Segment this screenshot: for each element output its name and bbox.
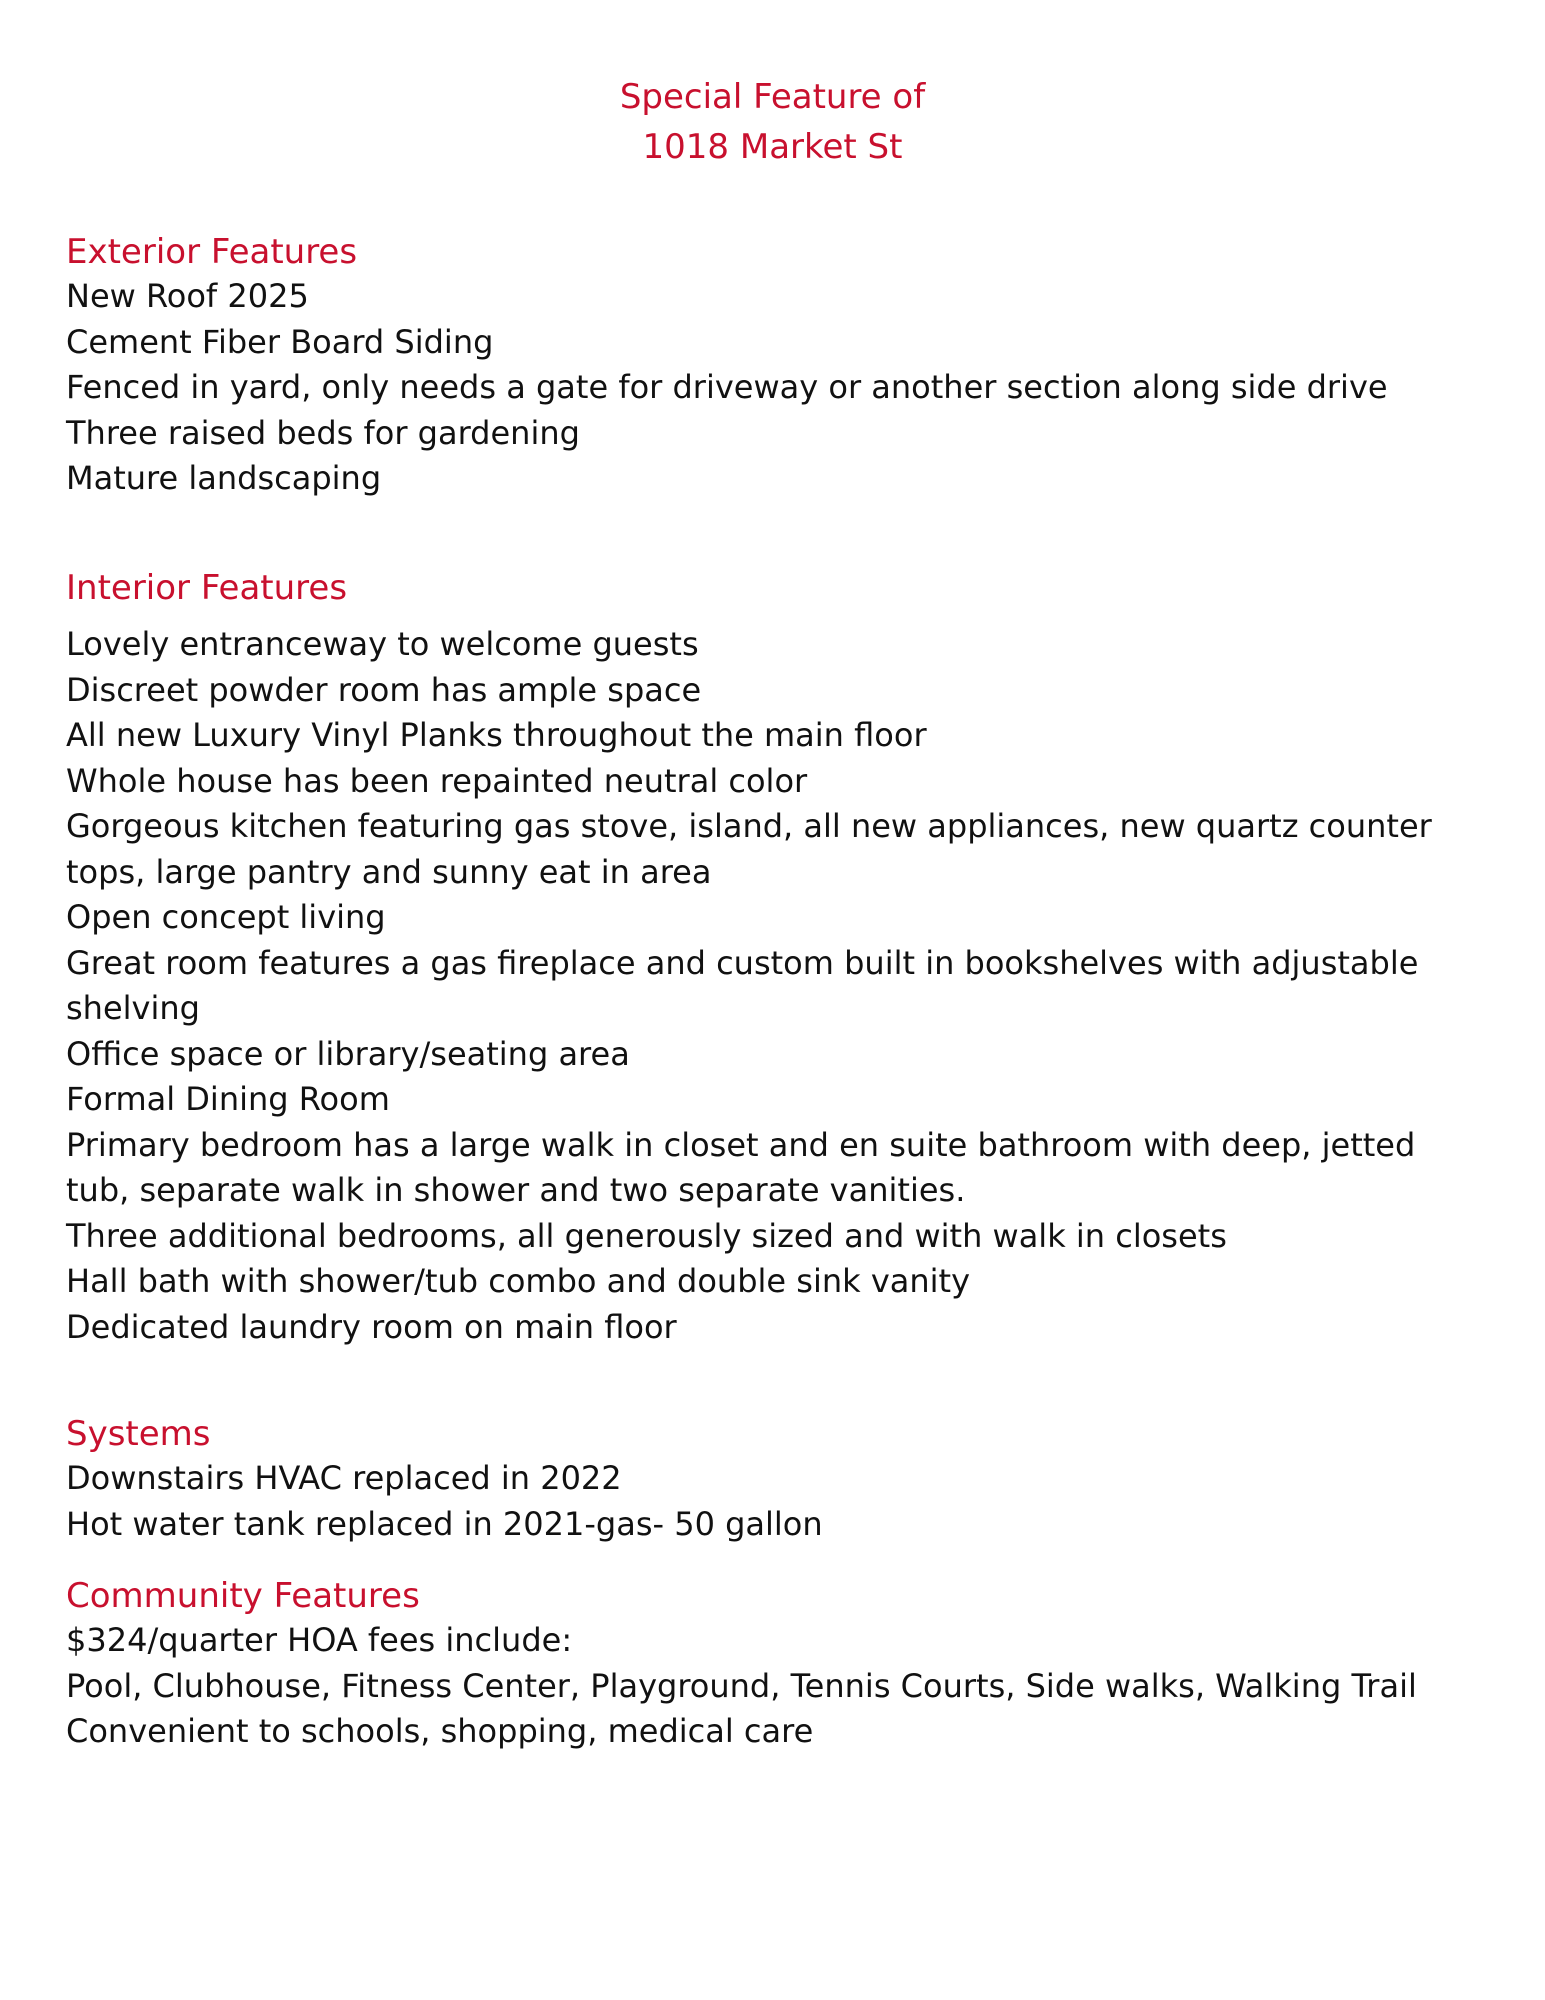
list-item: Primary bedroom has a large walk in closet and en suite bathroom with deep, jetted tub, separate walk in shower and two separate vanities. — [66, 1125, 1416, 1209]
list-item: Whole house has been repainted neutral color — [66, 761, 808, 800]
list-item: Dedicated laundry room on main floor — [66, 1307, 677, 1346]
list-item: Fenced in yard, only needs a gate for driveway or another section along side drive — [66, 368, 1388, 406]
feature-list — [66, 1618, 1486, 1755]
list-item: Discreet powder room has ample space — [66, 670, 702, 709]
list-item: Open concept living — [66, 898, 386, 936]
feature-list — [66, 622, 1486, 1350]
section-heading: Community Features — [66, 1576, 420, 1616]
list-item: Hall bath with shower/tub combo and double sink vanity — [66, 1262, 971, 1300]
list-item: Office space or library/seating area — [66, 1034, 630, 1073]
list-item: Cement Fiber Board Siding — [66, 322, 494, 361]
list-item: All new Luxury Vinyl Planks throughout the main floor — [66, 716, 927, 754]
list-item: Hot water tank replaced in 2021-gas- 50 gallon — [66, 1504, 823, 1543]
page-title — [0, 72, 1545, 172]
title-line-1: Special Feature of — [619, 77, 926, 117]
list-item: Three raised beds for gardening — [66, 413, 580, 452]
list-item: Lovely entranceway to welcome guests — [66, 625, 699, 663]
list-item: New Roof 2025 — [66, 277, 309, 315]
list-item: Great room features a gas fireplace and custom built in bookshelves with adjustable shelving — [66, 943, 1419, 1027]
list-item: Gorgeous kitchen featuring gas stove, island, all new appliances, new quartz counter tops, large pantry and sunny eat in area — [66, 807, 1432, 891]
list-item: Pool, Clubhouse, Fitness Center, Playground, Tennis Courts, Side walks, Walking Trail — [66, 1666, 1417, 1705]
feature-list — [66, 1456, 1486, 1547]
title-line-2: 1018 Market St — [642, 127, 903, 167]
list-item: $324/quarter HOA fees include: — [66, 1621, 573, 1659]
list-item: Mature landscaping — [66, 459, 382, 497]
list-item: Downstairs HVAC replaced in 2022 — [66, 1459, 622, 1497]
list-item: Three additional bedrooms, all generously sized and with walk in closets — [66, 1216, 1227, 1255]
section-heading: Interior Features — [66, 568, 348, 608]
section-exterior-features — [66, 230, 1486, 502]
section-interior-features — [66, 566, 1486, 1350]
list-item: Convenient to schools, shopping, medical care — [66, 1712, 814, 1750]
section-heading: Systems — [66, 1414, 211, 1454]
section-heading: Exterior Features — [66, 232, 358, 272]
section-community-features — [66, 1574, 1486, 1755]
list-item: Formal Dining Room — [66, 1080, 390, 1118]
section-systems — [66, 1412, 1486, 1547]
feature-list — [66, 274, 1486, 502]
